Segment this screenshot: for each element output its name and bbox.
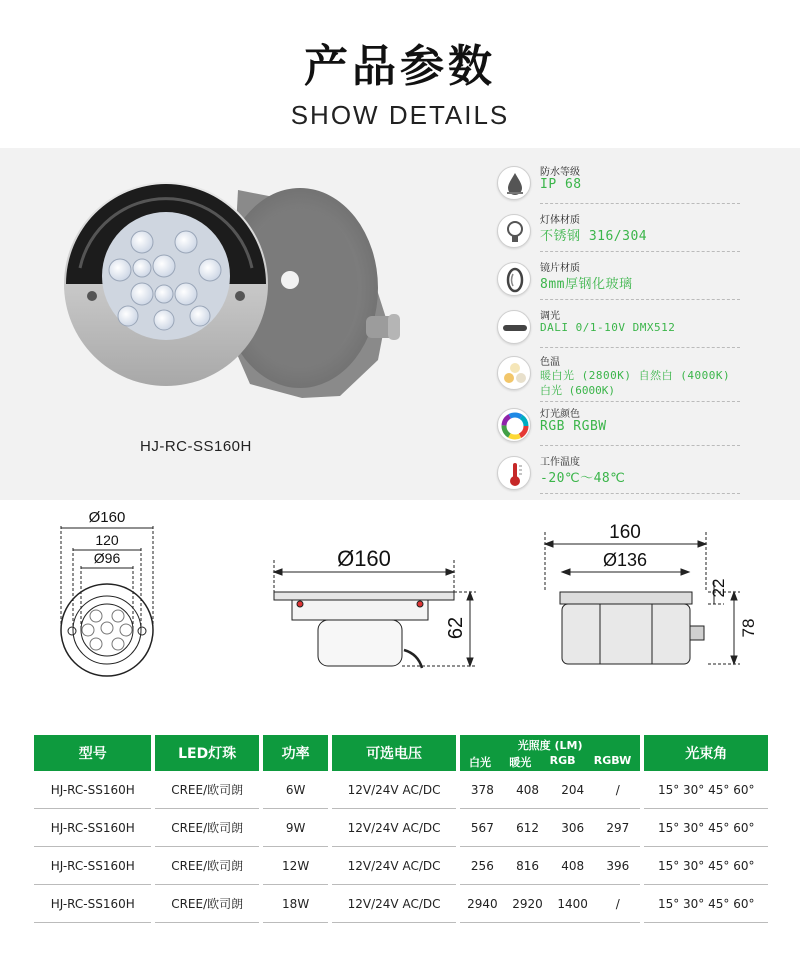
cell-voltage: 12V/24V AC/DC — [332, 809, 456, 847]
cell-luminance — [460, 771, 641, 809]
lum-rgbw: 297 — [606, 820, 630, 835]
cell-beam: 15° 30° 45° 60° — [644, 809, 768, 847]
spec-light-color — [497, 402, 740, 450]
cell-led: CREE/欧司朗 — [155, 847, 258, 885]
side-view-drawing — [274, 560, 476, 668]
table-header-row — [34, 735, 768, 771]
lum-warm: 408 — [516, 782, 539, 797]
lum-rgb: 306 — [561, 820, 585, 835]
lum-warm: 612 — [516, 820, 539, 835]
front-view-drawing — [61, 526, 153, 676]
col-header-model: 型号 — [34, 735, 151, 771]
lum-sub-rgb: RGB — [549, 753, 576, 767]
spec-dimming — [497, 304, 740, 352]
cell-voltage: 12V/24V AC/DC — [332, 885, 456, 923]
divider — [540, 203, 740, 204]
product-model-caption: HJ-RC-SS160H — [140, 438, 252, 455]
thermometer-icon — [497, 456, 531, 490]
lum-rgbw: 396 — [606, 858, 630, 873]
table-row — [34, 885, 768, 923]
col-header-luminance — [460, 735, 641, 771]
cell-led: CREE/欧司朗 — [155, 771, 258, 809]
cell-voltage: 12V/24V AC/DC — [332, 847, 456, 885]
lum-sub-white: 白光 — [468, 755, 491, 769]
divider — [540, 445, 740, 446]
lum-rgb: 408 — [561, 858, 585, 873]
cell-luminance — [460, 809, 641, 847]
spec-lens-material — [497, 256, 740, 304]
spec-table — [30, 735, 772, 923]
divider — [540, 347, 740, 348]
col-header-led: LED灯珠 — [155, 735, 258, 771]
spec-label: 工作温度 — [540, 457, 580, 468]
cell-power: 12W — [263, 847, 328, 885]
luminance-title: 光照度 (LM) — [517, 738, 583, 752]
front-mid-dim: 120 — [95, 532, 119, 548]
cell-voltage: 12V/24V AC/DC — [332, 771, 456, 809]
spec-color-temperature — [497, 350, 740, 402]
dimming-bar-icon — [497, 310, 531, 344]
table-row — [34, 809, 768, 847]
spec-label: 灯体材质 — [540, 215, 580, 226]
spec-label: 色温 — [540, 357, 560, 368]
page-subtitle: SHOW DETAILS — [290, 100, 510, 130]
section-dia-dim: Ø136 — [602, 550, 648, 570]
col-header-power: 功率 — [263, 735, 328, 771]
glass-lens-icon — [497, 262, 531, 296]
lum-sub-warm: 暖光 — [509, 755, 532, 769]
col-header-beam: 光束角 — [644, 735, 768, 771]
page-title: 产品参数 — [304, 41, 496, 92]
cell-beam: 15° 30° 45° 60° — [644, 885, 768, 923]
cell-model: HJ-RC-SS160H — [34, 847, 151, 885]
lum-white: 378 — [470, 782, 494, 797]
spec-waterproof — [497, 160, 740, 208]
section-width-dim: 160 — [609, 522, 641, 543]
divider — [540, 493, 740, 494]
spec-working-temperature — [497, 450, 740, 498]
lum-rgbw: / — [615, 782, 620, 797]
section-height-dim: 78 — [739, 618, 758, 638]
spec-label: 灯光颜色 — [540, 409, 580, 420]
dimension-drawings — [0, 500, 800, 720]
col-header-voltage: 可选电压 — [332, 735, 456, 771]
table-row — [34, 771, 768, 809]
cell-power: 9W — [263, 809, 328, 847]
spec-value: IP 68 — [540, 177, 582, 192]
spec-value: DALI 0/1-10V DMX512 — [540, 321, 676, 334]
cell-luminance — [460, 847, 641, 885]
spec-label: 调光 — [540, 311, 560, 322]
cell-power: 6W — [263, 771, 328, 809]
spec-value: RGB RGBW — [540, 419, 607, 434]
lum-rgbw: / — [615, 896, 620, 911]
spec-label: 防水等级 — [540, 167, 580, 178]
cell-power: 18W — [263, 885, 328, 923]
bulb-material-icon — [497, 214, 531, 248]
lum-white: 567 — [470, 820, 494, 835]
spec-value: 暖白光 (2800K) 自然白 (4000K) — [540, 369, 731, 382]
side-height-dim: 62 — [445, 616, 467, 640]
cell-led: CREE/欧司朗 — [155, 809, 258, 847]
cell-luminance — [460, 885, 641, 923]
spec-label: 镜片材质 — [540, 263, 580, 274]
lum-rgb: 204 — [561, 782, 585, 797]
divider — [540, 251, 740, 252]
table-row — [34, 847, 768, 885]
color-temperature-icon — [497, 356, 531, 390]
lum-rgb: 1400 — [557, 896, 588, 911]
lum-warm: 2920 — [512, 896, 543, 911]
spec-body-material — [497, 208, 740, 256]
spec-value: -20℃～48℃ — [540, 471, 626, 486]
section-flange-dim: 22 — [709, 578, 728, 598]
cell-model: HJ-RC-SS160H — [34, 771, 151, 809]
cell-model: HJ-RC-SS160H — [34, 809, 151, 847]
front-inner-dim: Ø96 — [93, 550, 121, 566]
divider — [540, 299, 740, 300]
spec-value-line2: 白光 (6000K) — [540, 384, 615, 397]
front-outer-dim: Ø160 — [88, 509, 126, 526]
cell-model: HJ-RC-SS160H — [34, 885, 151, 923]
lum-white: 2940 — [467, 896, 498, 911]
cell-beam: 15° 30° 45° 60° — [644, 771, 768, 809]
rgb-color-wheel-icon — [497, 408, 531, 442]
cell-led: CREE/欧司朗 — [155, 885, 258, 923]
cell-beam: 15° 30° 45° 60° — [644, 847, 768, 885]
side-dia-dim: Ø160 — [337, 546, 391, 571]
lum-white: 256 — [470, 858, 494, 873]
spec-value: 8mm厚钢化玻璃 — [540, 277, 633, 292]
waterproof-drop-icon — [497, 166, 531, 200]
lum-sub-rgbw: RGBW — [593, 753, 632, 767]
spec-value: 不锈钢 316/304 — [540, 229, 648, 244]
lum-warm: 816 — [516, 858, 539, 873]
